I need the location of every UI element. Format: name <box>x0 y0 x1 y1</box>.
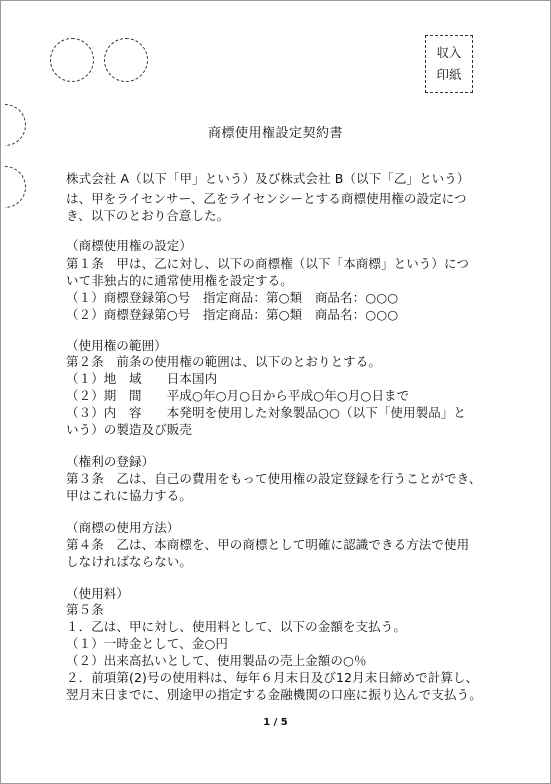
revenue-stamp-label-2: 印紙 <box>436 67 462 82</box>
article-clause: １．乙は、甲に対し、使用料として、以下の金額を支払う。 <box>66 619 406 634</box>
article-item: （１）地 域 日本国内 <box>66 371 218 386</box>
article-text: しなければならない。 <box>66 554 193 569</box>
preamble-line: は、甲をライセンサー、乙をライセンシーとする商標使用権の設定につ <box>66 191 467 206</box>
revenue-stamp-box <box>425 35 473 93</box>
article-heading: （商標使用権の設定） <box>66 238 193 253</box>
article-text: いう）の製造及び販売 <box>66 422 193 437</box>
article-item: （１）商標登録第○号 指定商品：第○類 商品名：○○○ <box>66 290 399 305</box>
article-text: 第５条 <box>66 602 104 617</box>
revenue-stamp-label-1: 収入 <box>436 45 462 60</box>
article-item: （２）出来高払いとして、使用製品の売上金額の○％ <box>66 653 367 668</box>
page-number: 1 / 5 <box>263 717 288 728</box>
document-title: 商標使用権設定契約書 <box>207 126 343 141</box>
article-text: 第２条 前条の使用権の範囲は、以下のとおりとする。 <box>66 354 382 369</box>
article-item: （２）商標登録第○号 指定商品：第○類 商品名：○○○ <box>66 307 399 322</box>
article-text: 第３条 乙は、自己の費用をもって使用権の設定登録を行うことができ、 <box>66 471 482 486</box>
article-clause: 翌月末日までに、別途甲の指定する金融機関の口座に振り込んで支払う。 <box>66 687 482 702</box>
article-clause: ２．前項第(2)号の使用料は、毎年６月末日及び12月末日締めで計算し、 <box>66 670 479 685</box>
seal-circle-right <box>104 38 148 82</box>
article-heading: （使用権の範囲） <box>66 338 167 353</box>
article-text: 第１条 甲は、乙に対し、以下の商標権（以下「本商標」という）につ <box>66 256 469 271</box>
article-text: 甲はこれに協力する。 <box>66 488 193 503</box>
article-heading: （使用料） <box>66 586 130 601</box>
article-item: （１）一時金として、金○円 <box>66 636 228 651</box>
article-item: （３）内 容 本発明を使用した対象製品○○（以下「使用製品」と <box>66 405 467 420</box>
seal-circle-left <box>50 38 94 82</box>
article-heading: （権利の登録） <box>66 454 155 469</box>
preamble-line: き、以下のとおり合意した。 <box>66 208 230 223</box>
article-item: （２）期 間 平成○年○月○日から平成○年○月○日まで <box>66 388 410 403</box>
preamble-line: 株式会社 A（以下「甲」という）及び株式会社 B（以下「乙」という） <box>66 171 470 186</box>
article-text: 第４条 乙は、本商標を、甲の商標として明確に認識できる方法で使用 <box>66 537 470 552</box>
article-text: いて非独占的に通常使用権を設定する。 <box>66 273 293 288</box>
article-heading: （商標の使用方法） <box>66 520 180 535</box>
